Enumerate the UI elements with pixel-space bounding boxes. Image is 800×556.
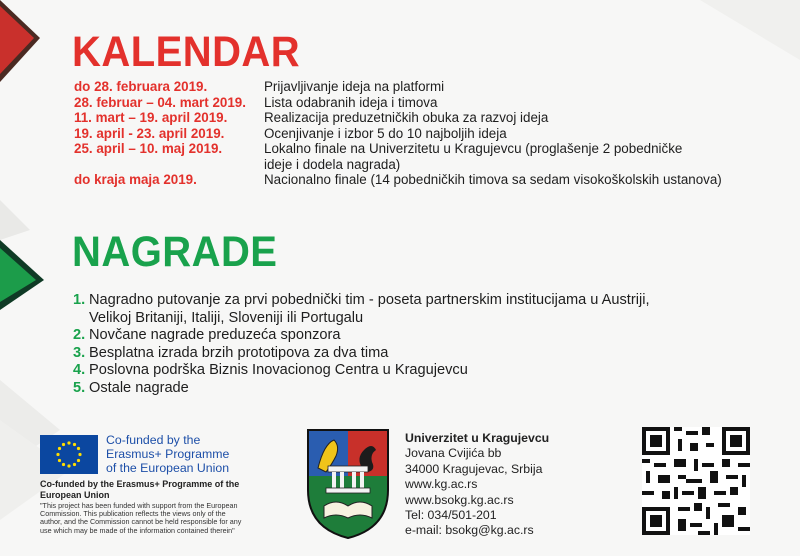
calendar-row	[74, 141, 794, 172]
calendar-description-line: ideje i dodela nagrada)	[264, 156, 401, 172]
eu-disclaimer-line: author, and the Commission cannot be held responsible for any	[40, 517, 242, 527]
qr-code-icon[interactable]	[642, 427, 750, 535]
eu-text-line: Co-funded by the	[106, 433, 201, 447]
calendar-description: Realizacija preduzetničkih obuka za razvoj ideja	[264, 110, 549, 125]
eu-bold-line: Co-funded by the Erasmus+ Programme of the	[40, 479, 240, 489]
prize-number: 5.	[73, 379, 86, 396]
university-crest-icon	[306, 428, 390, 540]
prize-item	[73, 292, 773, 327]
eu-cofunded-bold	[40, 479, 239, 501]
university-website[interactable]: www.kg.ac.rs	[405, 477, 478, 492]
calendar-date: 19. april - 23. april 2019.	[74, 125, 225, 141]
calendar-description: Lista odabranih ideja i timova	[264, 94, 438, 110]
calendar-description-line: Lokalno finale na Univerzitetu u Kragujevcu (proglašenje 2 pobedničke	[264, 141, 683, 156]
prize-item	[73, 362, 773, 380]
calendar-row	[74, 126, 794, 142]
calendar-date: do kraja maja 2019.	[74, 172, 197, 187]
prize-item	[73, 327, 773, 345]
prize-number: 3.	[73, 344, 86, 361]
prize-text: Poslovna podrška Biznis Inovacionog Centra u Kragujevcu	[89, 362, 468, 378]
prize-text: Novčane nagrade preduzeća sponzora	[89, 327, 341, 343]
calendar-description: Ocenjivanje i izbor 5 do 10 najboljih ideja	[264, 125, 507, 141]
eu-cofunded-text	[106, 433, 229, 475]
calendar-description	[264, 141, 794, 172]
prize-item	[73, 380, 773, 398]
kalendar-heading: KALENDAR	[72, 28, 301, 76]
eu-disclaimer-line: use which may be made of the information contained therein"	[40, 525, 235, 535]
bso-website[interactable]: www.bsokg.kg.ac.rs	[405, 492, 514, 507]
university-contact	[405, 431, 549, 539]
calendar-description: Prijavljivanje ideja na platformi	[264, 79, 445, 94]
eu-text-line: of the European Union	[106, 461, 230, 475]
prize-list	[73, 292, 773, 397]
prize-text-line: Velikoj Britaniji, Italiji, Sloveniji ili Portugalu	[89, 309, 364, 326]
calendar-list	[74, 79, 794, 188]
prize-number: 1.	[73, 292, 86, 308]
eu-disclaimer	[40, 502, 280, 535]
prize-item	[73, 345, 773, 363]
university-phone: Tel: 034/501-201	[405, 508, 497, 523]
calendar-date: 28. februar – 04. mart 2019.	[74, 94, 246, 110]
calendar-row	[74, 172, 794, 188]
prize-number: 4.	[73, 362, 86, 378]
university-name: Univerzitet u Kragujevcu	[405, 431, 550, 445]
calendar-date: 25. april – 10. maj 2019.	[74, 141, 223, 156]
prize-text-line: Nagradno putovanje za prvi pobednički tim - poseta partnerskim institucijama u Austriji,	[89, 292, 650, 308]
prize-text: Ostale nagrade	[89, 379, 189, 396]
nagrade-heading: NAGRADE	[72, 228, 278, 276]
calendar-description: Nacionalno finale (14 pobedničkih timova sa sedam visokoškolskih ustanova)	[264, 172, 722, 187]
eu-disclaimer-line: Commission. This publication reflects the views only of the	[40, 509, 226, 519]
prize-number: 2.	[73, 327, 86, 343]
calendar-date: 11. mart – 19. april 2019.	[74, 110, 228, 125]
eu-text-line: Erasmus+ Programme	[106, 447, 230, 461]
prize-text	[89, 292, 773, 327]
university-city: 34000 Kragujevac, Srbija	[405, 461, 543, 476]
calendar-date: do 28. februara 2019.	[74, 79, 208, 94]
eu-bold-line: European Union	[40, 490, 110, 500]
prize-text: Besplatna izrada brzih prototipova za dva tima	[89, 344, 389, 361]
calendar-row	[74, 79, 794, 95]
calendar-row	[74, 95, 794, 111]
eu-flag-icon	[40, 435, 98, 474]
university-street: Jovana Cvijića bb	[405, 446, 502, 461]
calendar-row	[74, 110, 794, 126]
eu-disclaimer-line: "This project has been funded with support from the European	[40, 501, 238, 510]
university-email[interactable]: e-mail: bsokg@kg.ac.rs	[405, 523, 534, 538]
